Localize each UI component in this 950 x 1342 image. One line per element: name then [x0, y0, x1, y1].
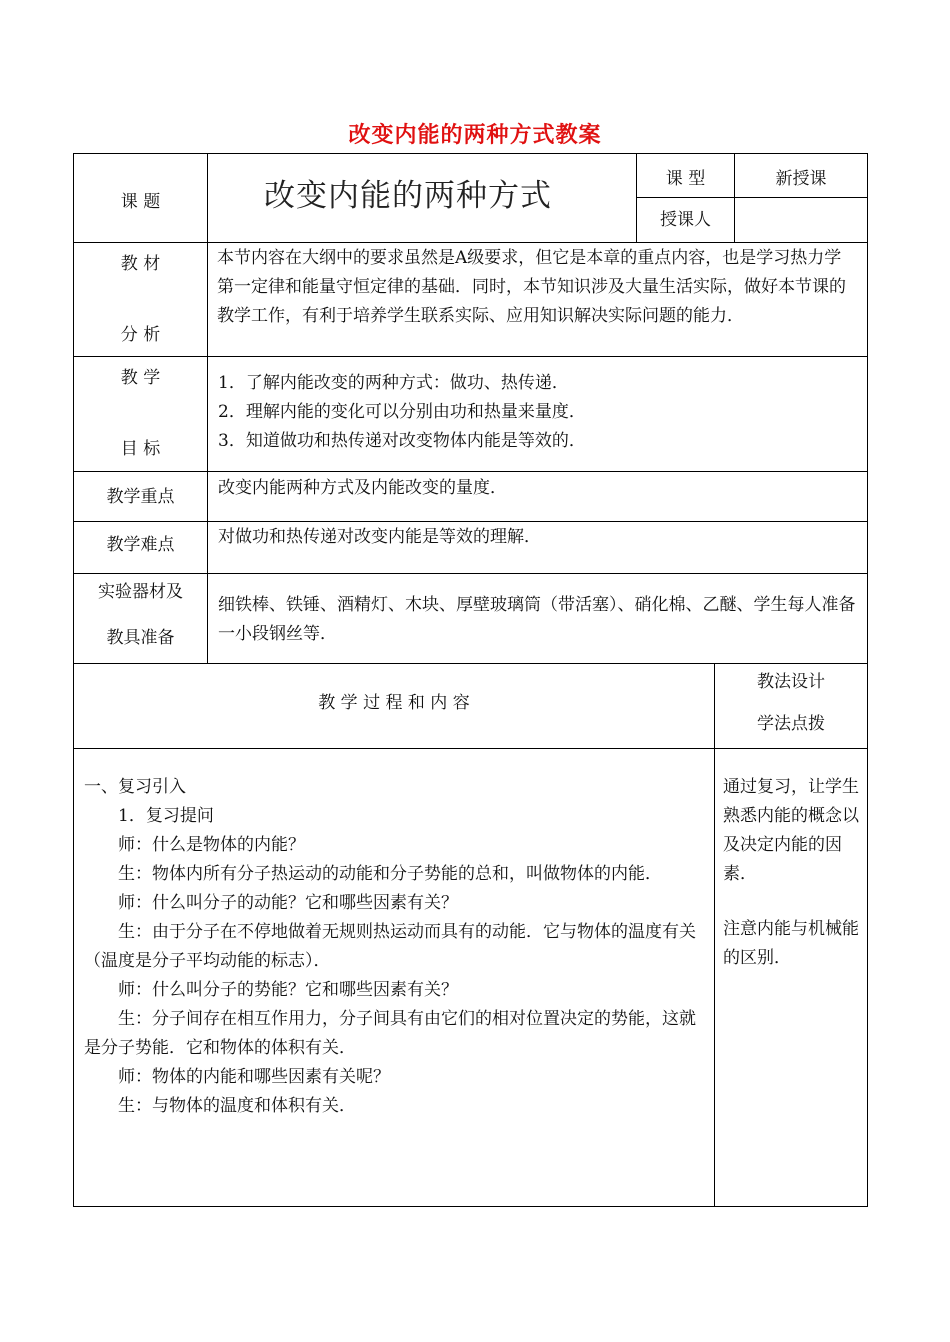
lesson-type-label: 课 型 — [665, 169, 706, 189]
dialogue-line: 师：什么叫分子的动能？它和哪些因素有关？ — [118, 893, 458, 913]
dialogue-line: 师：什么叫分子的势能？它和哪些因素有关？ — [118, 980, 458, 1000]
dialogue-line: 师：物体的内能和哪些因素有关呢？ — [118, 1067, 390, 1087]
method-design-label: 教法设计 — [757, 672, 825, 692]
key-point-label-cell — [73, 471, 208, 522]
topic-label: 课 题 — [120, 192, 161, 212]
difficulty-text: 对做功和热传递对改变内能是等效的理解． — [218, 527, 541, 547]
dialogue-line: 师：什么是物体的内能？ — [118, 835, 305, 855]
difficulty-text-cell — [207, 521, 868, 574]
lesson-type-label-cell — [636, 153, 735, 198]
teacher-label-cell — [636, 197, 735, 243]
goals-label-cell — [73, 356, 208, 472]
process-content — [84, 773, 704, 1121]
analysis-text: 本节内容在大纲中的要求虽然是A级要求，但它是本章的重点内容，也是学习热力学第一定律和能量守恒定律的基础．同时，本节知识涉及大量生活实际，做好本节课的教学工作，有利于培养学生联系实际、应用知识解决实际问题的能力． — [217, 248, 846, 326]
goal-item: 2．理解内能的变化可以分别由功和热量来量度． — [218, 402, 586, 422]
goals-label-2: 目 标 — [120, 439, 161, 459]
process-header-cell — [73, 663, 715, 749]
subsection-heading: 1．复习提问 — [118, 806, 214, 826]
side-note: 注意内能与机械能的区别． — [723, 919, 859, 968]
section-heading: 一、复习引入 — [84, 777, 186, 797]
equipment-label-cell — [73, 573, 208, 664]
difficulty-label: 教学难点 — [106, 535, 175, 555]
analysis-label-cell — [73, 242, 208, 357]
analysis-label-2: 分 析 — [120, 325, 161, 345]
difficulty-label-cell — [73, 521, 208, 574]
dialogue-line: 生：由于分子在不停地做着无规则热运动而具有的动能．它与物体的温度有关（温度是分子平均动能的标志）． — [84, 922, 696, 971]
goals-text-cell — [207, 356, 868, 472]
equipment-text-cell — [207, 573, 868, 664]
topic-label-cell — [73, 153, 208, 243]
goal-item: 1．了解内能改变的两种方式：做功、热传递． — [218, 373, 569, 393]
dialogue-line: 生：分子间存在相互作用力，分子间具有由它们的相对位置决定的势能，这就是分子势能．它和物体的体积有关． — [84, 1009, 696, 1058]
side-note: 通过复习，让学生熟悉内能的概念以及决定内能的因素． — [723, 777, 859, 884]
study-tips-label: 学法点拨 — [757, 714, 825, 734]
equipment-label-2: 教具准备 — [106, 628, 175, 648]
teacher-value-cell — [734, 197, 868, 243]
key-point-label: 教学重点 — [106, 487, 175, 507]
goal-item: 3．知道做功和热传递对改变物体内能是等效的． — [218, 431, 586, 451]
key-point-text: 改变内能两种方式及内能改变的量度． — [218, 478, 507, 498]
equipment-text: 细铁棒、铁锤、酒精灯、木块、厚壁玻璃筒（带活塞）、硝化棉、乙醚、学生每人准备一小段钢丝等． — [218, 595, 856, 644]
document-title: 改变内能的两种方式教案 — [348, 123, 602, 148]
lesson-type-value: 新授课 — [775, 169, 827, 189]
analysis-text-cell — [207, 242, 868, 357]
equipment-label-1: 实验器材及 — [98, 582, 183, 602]
analysis-label-1: 教 材 — [120, 254, 161, 274]
method-header-cell — [714, 663, 868, 749]
process-header-label: 教 学 过 程 和 内 容 — [318, 693, 470, 713]
key-point-text-cell — [207, 471, 868, 522]
topic-value: 改变内能的两种方式 — [264, 178, 552, 214]
teacher-label: 授课人 — [660, 210, 711, 230]
goals-label-1: 教 学 — [120, 368, 161, 388]
dialogue-line: 生：物体内所有分子热运动的动能和分子势能的总和，叫做物体的内能． — [118, 864, 662, 884]
dialogue-line: 生：与物体的温度和体积有关． — [118, 1096, 356, 1116]
lesson-type-value-cell — [734, 153, 868, 198]
